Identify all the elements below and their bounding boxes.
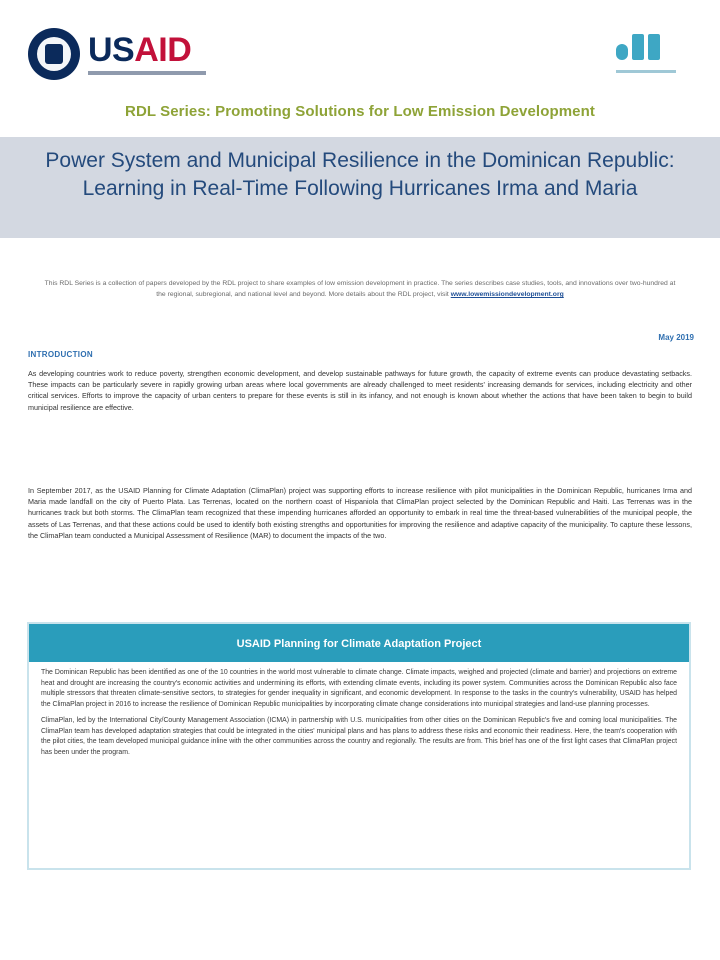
rdl-logo [616,34,676,73]
project-box-heading: USAID Planning for Climate Adaptation Project [29,624,689,662]
intro-paragraph-2: In September 2017, as the USAID Planning for Climate Adaptation (ClimaPlan) project was supporting efforts to increase resilience with pilot municipalities in the Dominican Republic, hurricanes Irma and Maria made landfall on the city of Puerto Plata. Las Terrenas, located on the northern coast of Hispaniola that ClimaPlan project selected by the Dominican Republic and Haiti. Las Terrenas was in the hurricanes track but both storms. The ClimaPlan team recognized that these impending hurricanes afforded an opportunity to embark in real time the threat-based vulnerabilities of the municipal people, the assets of Las Terrenas, and that these actions could be used to identify both existing strengths and opportunities for improving the resilience and adaptive capacity of the municipality. To capture these lessons, the ClimaPlan team conducted a Municipal Assessment of Resilience (MAR) to document the impacts of the two. [28,486,692,540]
project-box-paragraph: ClimaPlan, led by the International City/County Management Association (ICMA) in partnership with U.S. municipalities from other cities on the Dominican Republic's five and coming local municipalities. The ClimaPlan team has developed adaptation strategies that could be integrated in the cities' municipal plans and has plans to address these risks and economic their readiness. Here, the team's cooperation with the pilot cities, the team developed municipal guidance inline with the other communities across the country and regionally. The results are from. This brief has one of the first light cases that ClimaPlan project has been under the program. [41,716,677,756]
project-info-box [27,622,691,870]
usaid-logo [28,26,206,82]
disclaimer-text: This RDL Series is a collection of papers developed by the RDL project to share examples of low emission development in practice. The series describes case studies, tools, and innovations over two-hundred at the regional, subregional, and national level and beyond. More details about the RDL project, visit [44,280,676,298]
usaid-wordmark: USAID [88,31,192,69]
intro-paragraph-1: As developing countries work to reduce poverty, strengthen economic development, and develop sustainable pathways for future growth, the capacity of extreme events can produce devastating setbacks. These impacts can be particularly severe in rapidly growing urban areas where local governments are already challenged to meet residents' increasing demands for services, including electricity and other critical services. Efforts to improve the capacity of urban centers to prepare for these events is still in its infancy, and not enough is known about whether the actions that have been taken to begin to build municipal resilience are effective. [28,369,692,412]
usaid-tagline [88,71,206,75]
disclaimer [44,278,676,300]
section-heading-introduction: INTRODUCTION [28,350,93,359]
series-title: RDL Series: Promoting Solutions for Low Emission Development [125,103,595,120]
rdl-tagline [616,70,676,73]
usaid-seal-icon [28,28,80,80]
document-title: Power System and Municipal Resilience in the Dominican Republic: Learning in Real-Time Following Hurricanes Irma and Maria [45,149,675,200]
rdl-mark-icon [616,34,672,60]
project-box-paragraph: The Dominican Republic has been identified as one of the 10 countries in the world most vulnerable to climate change. Climate impacts, weighed and projected (climate and barrier) and projections on extreme heat and drought are increasing the country's economic activities and undermining its efforts, with extending climate events, including its power system. Communities across the Dominican Republic also face multiple stressors that threaten climate-sensitive sectors, to strategies for gender inequality in significant, and economic development. In response to the tasks in the country's vulnerability, USAID has helped the ClimaPlan project in 2016 to increase the resilience of Dominican Republic municipalities by incorporating climate change considerations into municipal strategies and land-use planning processes. [41,669,677,709]
publication-date: May 2019 [658,333,694,342]
disclaimer-link[interactable]: www.lowemissiondevelopment.org [450,291,564,298]
title-band [0,137,720,238]
